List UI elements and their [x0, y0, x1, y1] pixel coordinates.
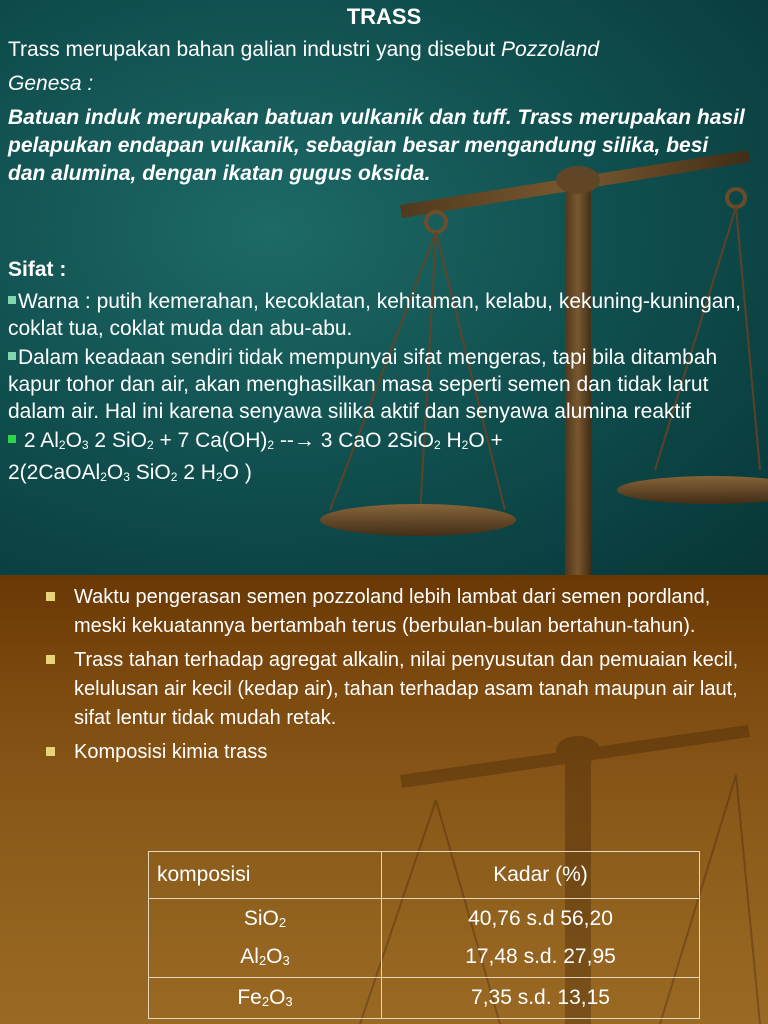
bullet-text: Trass tahan terhadap agregat alkalin, nilai penyusutan dan pemuaian kecil, kelulusan air kecil (kedap air), tahan terhadap asam tanah maupun air laut, sifat lentur tidak mudah retak. — [74, 649, 739, 729]
intro-paragraph — [8, 38, 599, 62]
sifat-list — [8, 288, 753, 493]
intro-text: Trass merupakan bahan galian industri yang disebut — [8, 38, 502, 61]
bullet-text: Komposisi kimia trass — [74, 741, 268, 763]
table-header-row — [149, 852, 700, 899]
table-row — [149, 899, 700, 978]
kadar-cell — [382, 978, 700, 1019]
square-bullet-icon — [46, 655, 55, 664]
square-bullet-icon — [8, 352, 16, 360]
composition-cell — [149, 978, 382, 1019]
column-header-kadar: Kadar (%) — [382, 852, 700, 899]
formula-al2o3: $Al_2O_3$ — [240, 945, 290, 968]
list-item — [44, 646, 756, 733]
column-header-komposisi: komposisi — [149, 852, 382, 899]
formula-fe2o3: $Fe_2O_3$ — [237, 986, 293, 1009]
genesa-description: Batuan induk merupakan batuan vulkanik dan tuff. Trass merupakan hasil pelapukan endapan vulkanik, sebagian besar mengandung silika, besi dan alumina, dengan ikatan gugus oksida. — [8, 106, 745, 185]
list-item — [44, 583, 756, 641]
square-bullet-icon — [8, 435, 16, 443]
table-row — [149, 978, 700, 1019]
slide-title: TRASS — [346, 4, 422, 29]
kadar-value: 40,76 s.d 56,20 — [468, 907, 613, 930]
formula-sio2: SiO$_2$ — [243, 907, 287, 930]
genesa-label: Genesa : — [8, 72, 94, 95]
square-bullet-icon — [46, 747, 55, 756]
slide-trass-properties — [0, 575, 768, 1024]
composition-table — [148, 851, 700, 1019]
property-bullets — [44, 583, 756, 772]
intro-emphasis: Pozzoland — [501, 38, 600, 61]
kadar-value: 17,48 s.d. 27,95 — [465, 945, 616, 968]
list-item — [8, 344, 753, 425]
bullet-text: Waktu pengerasan semen pozzoland lebih lambat dari semen pordland, meski kekuatannya bertambah terus (berbulan-bulan bertahun-tahun). — [74, 586, 711, 637]
list-item — [44, 738, 756, 767]
sifat-item-text: Dalam keadaan sendiri tidak mempunyai sifat mengeras, tapi bila ditambah kapur tohor dan air, akan menghasilkan masa seperti semen dan tidak larut dalam air. Hal ini karena senyawa silika aktif dan senyawa alumina reaktif — [8, 346, 718, 423]
composition-cell — [149, 899, 382, 978]
list-item — [8, 288, 753, 342]
kadar-cell — [382, 899, 700, 978]
kadar-value: 7,35 s.d. 13,15 — [471, 986, 610, 1009]
square-bullet-icon — [8, 296, 16, 304]
reaction-equation: 2 $Al_2O_3$ 2 SiO$_2$ + 7 $Ca(OH)_2$ --→ 3 CaO 2SiO$_2$ $H_2O$ + $2(2CaOAl_2O_3$ SiO$_2$ 2 $H_2O$ ) — [8, 429, 503, 484]
sifat-heading: Sifat : — [8, 258, 67, 281]
sifat-item-text: Warna : putih kemerahan, kecoklatan, kehitaman, kelabu, kekuning-kuningan, coklat tua, coklat muda dan abu-abu. — [8, 290, 741, 340]
square-bullet-icon — [46, 592, 55, 601]
